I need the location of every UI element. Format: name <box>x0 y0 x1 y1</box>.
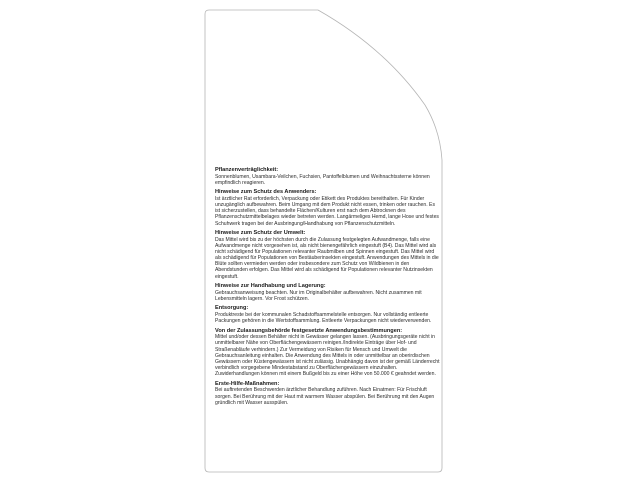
section-disposal <box>215 305 440 324</box>
section-text: Mittel und/oder dessen Behälter nicht in Gewässer gelangen lassen. (Ausbringungsgeräte nicht in unmittelbarer Nähe von Oberflächengewässern reinigen./Indirekte Einträge über Hof- und Straßenabläufe verhindern.) Zur Vermeidung von Risiken für Mensch und Umwelt die Gebrauchsanleitung einhalten. Die Anwendung des Mittels in oder unmittelbar an oberirdischen Gewässern oder Küstengewässern ist nicht zulässig. Unabhängig davon ist der gemäß Länderrecht verbindlich vorgegebene Mindestabstand zu Oberflächengewässern einzuhalten. Zuwiderhandlungen können mit einem Bußgeld bis zu einer Höhe von 50.000 € geahndet werden. <box>215 334 440 378</box>
label-text-content <box>215 167 440 409</box>
section-text: Bei auftretenden Beschwerden ärztlicher Behandlung zuführen. Nach Einatmen: Für Frischluft sorgen. Bei Berührung mit der Haut mit warmem Wasser abspülen. Bei Berührung mit den Augen gründlich mit Wasser ausspülen. <box>215 387 435 406</box>
section-plant-compatibility <box>215 167 440 186</box>
section-heading: Von der Zulassungsbehörde festgesetzte Anwendungsbestimmungen: <box>215 327 403 334</box>
section-text: Produktreste bei der kommunalen Schadstoffsammelstelle entsorgen. Nur vollständig entleerte Packungen gehören in die Wertstoffsammlung. Entleerte Verpackungen nicht wiederverwenden. <box>215 312 432 325</box>
section-user-protection <box>215 189 440 226</box>
section-handling-storage <box>215 283 440 302</box>
section-text: Gebrauchsanweisung beachten. Nur im Originalbehälter aufbewahren. Nicht zusammen mit Lebensmitteln lagern. Vor Frost schützen. <box>215 289 422 302</box>
section-text: Ist ärztlicher Rat erforderlich, Verpackung oder Etikett des Produktes bereithalten. Für Kinder unzugänglich aufbewahren. Beim Umgang mit dem Produkt nicht essen, trinken oder rauchen. Es ist sicherzustellen, dass behandelte Flächen/Kulturen erst nach dem Abtrocknen des Pflanzenschutzmittelbelages wieder betreten werden. Langärmeliges Hemd, lange Hose und festes Schuhwerk tragen bei der Ausbringung/Handhabung von Pflanzenschutzmitteln. <box>215 195 439 227</box>
section-heading: Hinweise zum Schutz der Umwelt: <box>215 230 306 237</box>
section-heading: Pflanzenverträglichkeit: <box>215 167 279 173</box>
section-environment-protection <box>215 230 440 280</box>
section-text: Das Mittel wird bis zu der höchsten durch die Zulassung festgelegten Aufwandmenge, falls eine Aufwandmenge nicht vorgesehen ist, als nicht bienengefährlich eingestuft (B4). Das Mittel wird als nicht schädigend für Populationen relevanter Raubmilben und Spinnen eingestuft. Das Mittel wird als schädigend für Populationen von Bestäuberinsekten eingestuft. Anwendungen des Mittels in die Blüte sollten vermieden werden oder insbesondere zum Schutz von Wildbienen in den Abendstunden erfolgen. Das Mittel wird als schädigend für Populationen relevanter Nutzinsekten eingestuft. <box>215 236 439 280</box>
section-first-aid <box>215 381 440 406</box>
section-heading: Erste-Hilfe-Maßnahmen: <box>215 380 280 387</box>
section-heading: Hinweise zum Schutz des Anwenders: <box>215 189 317 196</box>
section-heading: Hinweise zur Handhabung und Lagerung: <box>215 283 326 290</box>
section-application-rules <box>215 328 440 378</box>
section-heading: Entsorgung: <box>215 305 249 312</box>
section-text: Sonnenblumen, Usambara-Veilchen, Fuchsien, Pantoffelblumen und Weihnachtssterne können empfindlich reagieren. <box>215 173 430 186</box>
